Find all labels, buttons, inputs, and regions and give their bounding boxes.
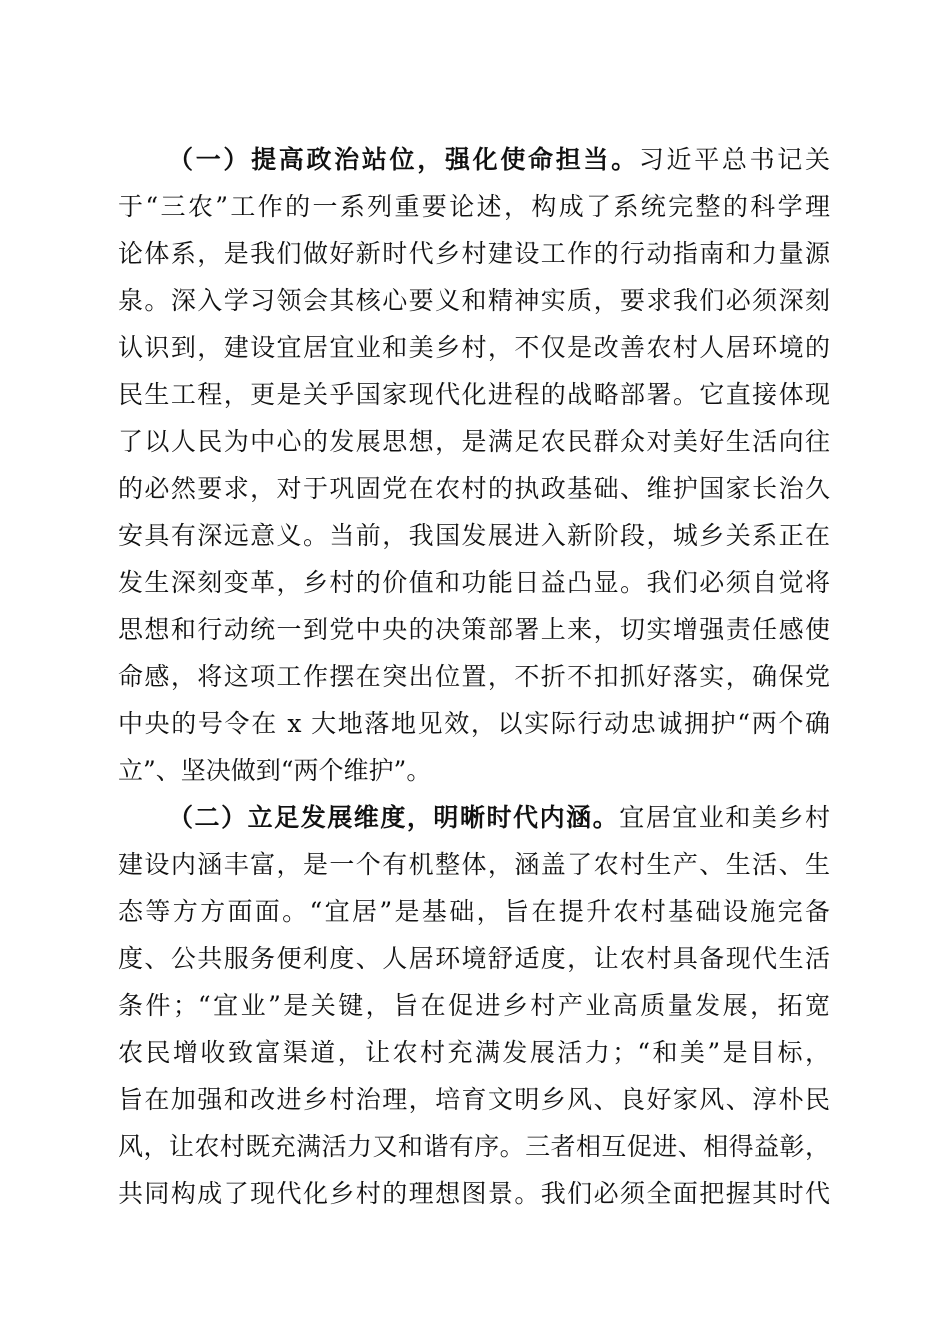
section1-line-1-text: 习近平总书记关 (638, 145, 830, 174)
section2-line-3: 态等方方面面。“宜居”是基础，旨在提升农村基础设施完备 (118, 897, 830, 926)
section1-line-6: 民生工程，更是关乎国家现代化进程的战略部署。它直接体现 (118, 380, 830, 409)
section1-line-14: 立”、坚决做到“两个维护”。 (118, 756, 432, 785)
section2-line-7: 旨在加强和改进乡村治理，培育文明乡风、良好家风、淳朴民 (118, 1085, 830, 1114)
section1-line-2: 于“三农”工作的一系列重要论述，构成了系统完整的科学理 (118, 192, 830, 221)
section1-line-3: 论体系，是我们做好新时代乡村建设工作的行动指南和力量源 (118, 239, 830, 268)
section2-line-6: 农民增收致富渠道，让农村充满发展活力；“和美”是目标， (118, 1038, 830, 1067)
section2-line-4: 度、公共服务便利度、人居环境舒适度，让农村具备现代生活 (118, 944, 830, 973)
section1-line-5: 认识到，建设宜居宜业和美乡村，不仅是改善农村人居环境的 (118, 333, 830, 362)
section1-line-13: 中央的号令在 x 大地落地见效，以实际行动忠诚拥护“两个确 (118, 709, 830, 738)
section1-line-12: 命感，将这项工作摆在突出位置，不折不扣抓好落实，确保党 (118, 662, 830, 691)
section1-line-4: 泉。深入学习领会其核心要义和精神实质，要求我们必须深刻 (118, 286, 830, 315)
section1-line-10: 发生深刻变革，乡村的价值和功能日益凸显。我们必须自觉将 (118, 568, 830, 597)
section1-line-1 (168, 136, 830, 184)
section2-line-1 (168, 794, 830, 842)
section2-line-5: 条件；“宜业”是关键，旨在促进乡村产业高质量发展，拓宽 (118, 991, 830, 1020)
section2-line-9: 共同构成了现代化乡村的理想图景。我们必须全面把握其时代 (118, 1179, 830, 1208)
section1-heading: （一）提高政治站位，强化使命担当。 (168, 145, 639, 174)
section2-line-8: 风，让农村既充满活力又和谐有序。三者相互促进、相得益彰， (118, 1132, 830, 1161)
section1-line-11: 思想和行动统一到党中央的决策部署上来，切实增强责任感使 (118, 615, 830, 644)
section1-line-8: 的必然要求，对于巩固党在农村的执政基础、维护国家长治久 (118, 474, 830, 503)
section2-line-1-text: 宜居宜业和美乡村 (619, 803, 830, 832)
section1-line-9: 安具有深远意义。当前，我国发展进入新阶段，城乡关系正在 (118, 521, 830, 550)
section1-line-7: 了以人民为中心的发展思想，是满足农民群众对美好生活向往 (118, 427, 830, 456)
section2-heading: （二）立足发展维度，明晰时代内涵。 (168, 803, 620, 832)
section2-line-2: 建设内涵丰富，是一个有机整体，涵盖了农村生产、生活、生 (118, 850, 830, 879)
